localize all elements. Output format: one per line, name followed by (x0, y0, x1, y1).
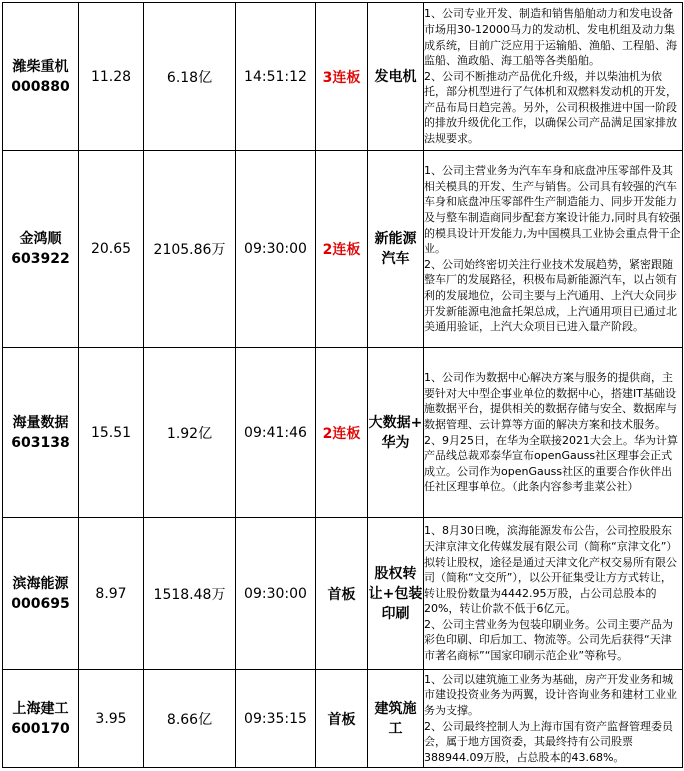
price: 11.28 (79, 3, 144, 151)
stock-code: 603922 (11, 251, 70, 267)
description-cell (424, 518, 683, 670)
concept-line: 新能源 (374, 231, 417, 247)
turnover-amount: 1.92亿 (144, 348, 236, 518)
turnover-amount: 1518.48万 (144, 518, 236, 670)
limit-up-time: 09:30:00 (236, 151, 316, 348)
concept-cell (368, 151, 424, 348)
concept-line: 建筑施 (374, 700, 417, 717)
table-row (3, 348, 683, 518)
streak-badge: 3连板 (316, 3, 368, 151)
description-paragraph: 1、公司作为数据中心解决方案与服务的提供商，主要针对大中型企事业单位的数据中心，搭建IT基础设施数据平台，提供相关的数据存储与安全、数据库与数据管理、云计算等方面的解决方案和技术服务。 (424, 371, 677, 431)
stock-name: 潍柴重机 (12, 58, 69, 75)
description-cell (424, 670, 683, 768)
stock-code: 000695 (11, 595, 70, 612)
streak-badge: 首板 (316, 670, 368, 768)
description-paragraph: 2、公司始终密切关注行业技术发展趋势，紧密跟随整车厂的发展路径，积极布局新能源汽车，以占领有利的发展地位，公司主要与上汽通用、上汽大众同步开发新能源电池盒托架总成，上汽通用项目已通过北美通用验证，上汽大众项目已进入量产阶段。 (424, 257, 677, 334)
streak-badge: 2连板 (316, 348, 368, 518)
concept-line: 发电机 (374, 68, 417, 85)
stock-table (2, 2, 683, 768)
concept-cell (368, 518, 424, 670)
description-paragraph: 1、公司专业开发、制造和销售船舶动力和发电设备市场用30-12000马力的发动机、发电机组及动力集成系统，目前广泛应用于运输船、渔船、工程船、海监船、渔政船、海工船等各类船舶。 (424, 7, 677, 68)
description-paragraph: 1、8月30日晚，滨海能源发布公告，公司控股股东天津京津文化传媒发展有限公司（简称“京津文化”）拟转让股权，途径是通过天津文化产权交易所有限公司（简称“文交所”），以公开征集受让方方式转让，转让股份数量为4442.95万股，占公司总股本的20%，转让价款不低于6亿元。 (424, 524, 678, 616)
price: 8.97 (79, 518, 144, 670)
stock-name: 滨海能源 (12, 575, 69, 592)
streak-badge: 首板 (316, 518, 368, 670)
stock-name-cell (3, 670, 79, 768)
concept-line: 汽车 (381, 251, 410, 267)
description-paragraph: 2、公司最终控制人为上海市国有资产监督管理委员会，属于地方国资委，其最终持有公司股票388944.09万股，占总股本的43.68%。 (424, 719, 673, 764)
description-paragraph: 2、9月25日，在华为全联接2021大会上。华为计算产品线总裁邓泰华宣布openGauss社区理事会正式成立。公司作为openGauss社区的重要合作伙伴出任社区理事单位。（此条内容参考韭菜公社） (424, 433, 678, 494)
table-row (3, 670, 683, 768)
stock-name: 金鸿顺 (19, 231, 62, 247)
limit-up-time: 09:30:00 (236, 518, 316, 670)
price: 20.65 (79, 151, 144, 348)
description-cell (424, 348, 683, 518)
stock-code: 600170 (11, 720, 70, 737)
concept-line: 大数据+ (368, 414, 423, 431)
description-paragraph: 2、公司主营业务为包装印刷业务。公司主要产品为彩色印刷、印后加工、物流等。公司先后获得“天津市著名商标”“国家印刷示范企业”等称号。 (424, 617, 673, 663)
price: 3.95 (79, 670, 144, 768)
stock-name-cell (3, 518, 79, 670)
stock-code: 000880 (11, 78, 70, 95)
concept-cell (368, 348, 424, 518)
stock-name-cell (3, 151, 79, 348)
description-paragraph: 1、公司主营业务为汽车车身和底盘冲压零部件及其相关模具的开发、生产与销售。公司具有较强的汽车车身和底盘冲压零部件生产制造能力、同步开发能力及与整车制造商同步配套方案设计能力,同时具有较强的模具设计开发能力,为中国模具工业协会重点骨干企业。 (424, 164, 681, 256)
stock-name: 上海建工 (12, 700, 69, 717)
table-row (3, 518, 683, 670)
streak-badge: 2连板 (316, 151, 368, 348)
stock-name-cell (3, 3, 79, 151)
description-cell (424, 3, 683, 151)
table-row (3, 151, 683, 348)
turnover-amount: 8.66亿 (144, 670, 236, 768)
price: 15.51 (79, 348, 144, 518)
description-paragraph: 2、公司不断推动产品优化升级，并以柴油机为依托，部分机型进行了气体机和双燃料发动机的开发，产品布局日趋完善。另外，公司积极推进中国一阶段的排放升级优化工作，以确保公司产品满足国家排放法规要求。 (424, 69, 677, 146)
concept-cell (368, 670, 424, 768)
turnover-amount: 2105.86万 (144, 151, 236, 348)
stock-name: 海量数据 (12, 414, 69, 431)
concept-cell (368, 3, 424, 151)
limit-up-time: 09:41:46 (236, 348, 316, 518)
limit-up-time: 14:51:12 (236, 3, 316, 151)
stock-name-cell (3, 348, 79, 518)
stock-code: 603138 (11, 434, 70, 451)
concept-line: 股权转 (374, 565, 417, 582)
concept-line: 让+包装 (368, 585, 423, 602)
table-row (3, 3, 683, 151)
concept-line: 华为 (381, 434, 410, 451)
concept-line: 工 (388, 720, 403, 737)
concept-line: 印刷 (381, 605, 410, 622)
limit-up-time: 09:35:15 (236, 670, 316, 768)
description-paragraph: 1、公司以建筑施工业务为基础，房产开发业务和城市建设投资业务为两翼，设计咨询业务和建材工业业务为支撑。 (424, 672, 677, 717)
turnover-amount: 6.18亿 (144, 3, 236, 151)
description-cell (424, 151, 683, 348)
